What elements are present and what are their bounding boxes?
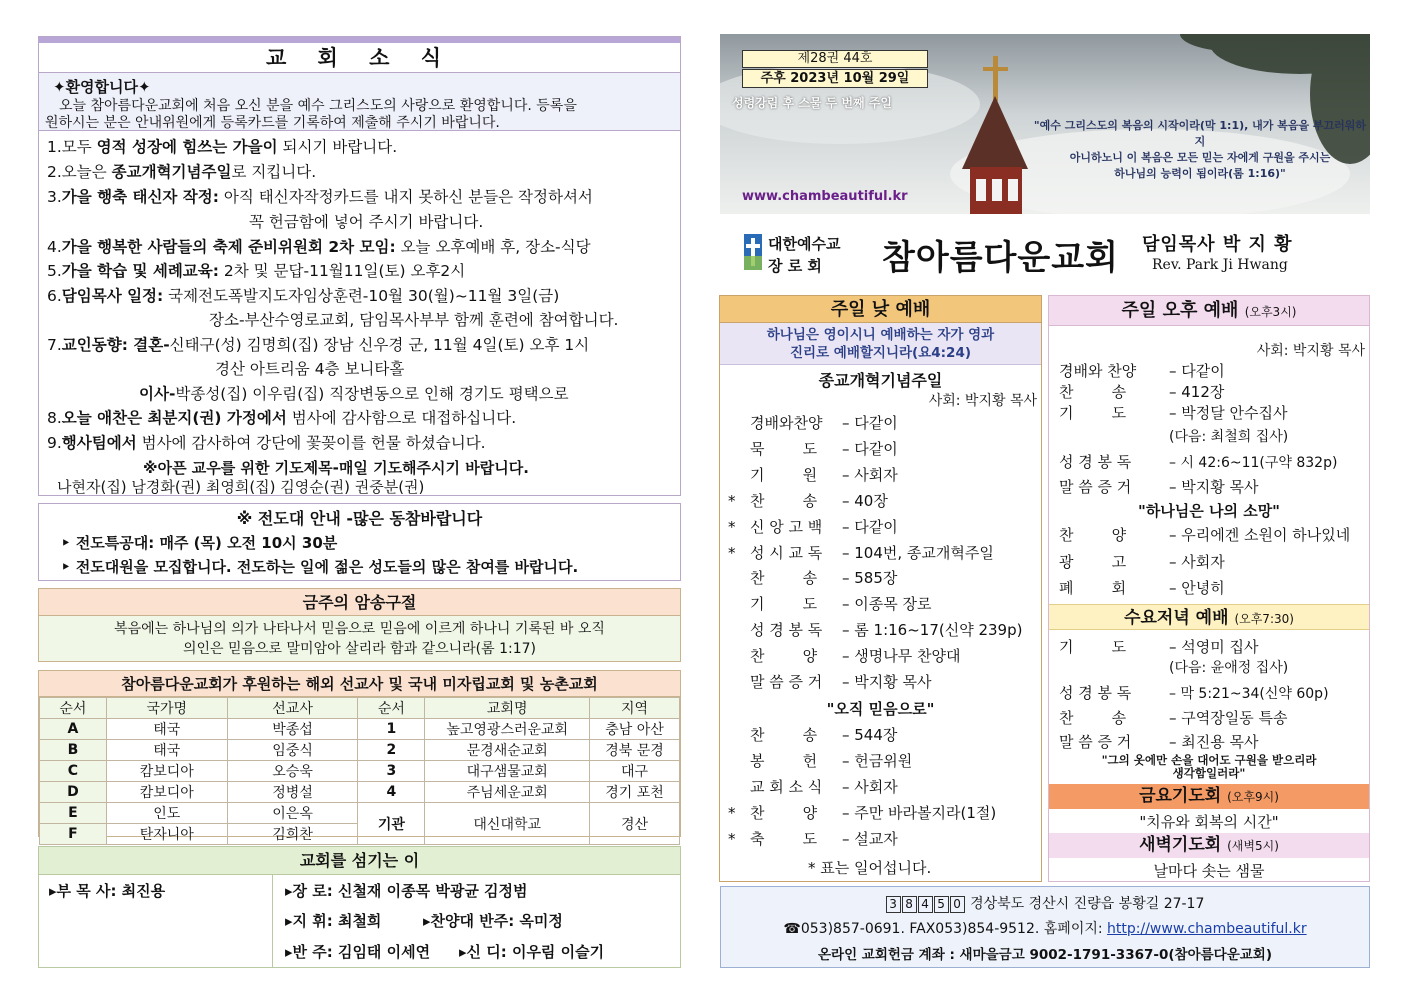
senior-pastor-kr: 담임목사 박 지 황 <box>1142 234 1293 255</box>
worship-order-item <box>728 464 898 485</box>
order-label: 광 고 <box>1059 553 1127 571</box>
friday-prayer-title <box>1049 784 1369 809</box>
news-item-number: 8. <box>47 409 62 427</box>
news-item-number: 1.모두 <box>47 138 97 156</box>
table-row <box>40 719 680 740</box>
order-label: 찬 송 <box>750 491 818 510</box>
news-item-text: 박종성(집) 이우림(집) 직장변동으로 인해 경기도 평택으로 <box>175 385 569 403</box>
order-label: 묵 도 <box>750 439 818 458</box>
choir-accompanist: ▸찬양대 반주: 옥미정 <box>423 912 563 930</box>
order-value: – 석영미 집사 <box>1169 638 1259 656</box>
order-value: – 40장 <box>842 491 888 510</box>
order-value: – 104번, 종교개혁주일 <box>842 543 994 562</box>
worship-order-item <box>1059 577 1225 598</box>
welcome-text-2: 원하시는 분은 안내위원에게 등록카드를 기록하여 제출해 주시기 바랍니다. <box>45 115 500 131</box>
bulletin-date: 주후 2023년 10월 29일 <box>742 69 928 88</box>
foreign-mission-cell: 이은옥 <box>227 803 358 824</box>
section-title: 교 회 소 식 <box>39 43 680 73</box>
worship-order-item <box>728 412 898 433</box>
news-item-heading: 영적 성장에 힘쓰는 가을이 <box>96 138 278 156</box>
order-label: 성 시 교 독 <box>750 543 823 562</box>
order-value: – 주만 바라볼지라(1절) <box>842 803 997 822</box>
news-item-heading: 가을 학습 및 세례교육: <box>61 262 219 280</box>
banner-quote-line-2: 아니하노니 이 복음은 모든 믿는 자에게 구원을 주시는 <box>1069 151 1331 164</box>
foreign-mission-cell: 김희찬 <box>227 824 358 845</box>
order-label: 찬 양 <box>750 803 818 822</box>
column-header: 지역 <box>590 698 680 719</box>
stand-mark: * <box>728 491 736 510</box>
afternoon-sermon-title: "하나님은 나의 소망" <box>1138 502 1280 520</box>
memory-verse-body <box>39 616 680 661</box>
news-item-heading: 담임목사 일정: <box>61 287 164 305</box>
memory-verse-section <box>38 588 681 662</box>
order-label: 말 씀 증 거 <box>750 673 823 691</box>
cross-logo-icon <box>744 234 762 270</box>
worship-order-item <box>1059 551 1225 572</box>
prayer-names: 나현자(집) 남경화(권) 최영희(집) 김영순(권) 권중분(권) <box>57 478 425 496</box>
foreign-mission-cell: D <box>40 782 107 803</box>
order-value: – 우리에겐 소원이 하나있네 <box>1169 526 1351 544</box>
table-row <box>40 803 680 824</box>
welcome-title: ✦환영합니다✦ <box>53 78 151 96</box>
news-item-text: 신태구(성) 김명희(집) 장남 신우경 군, 11월 4일(토) 오후 1시 <box>169 336 590 354</box>
order-label: 찬 송 <box>750 569 818 588</box>
occasion-title: 종교개혁기념주일 <box>818 371 943 390</box>
volume-number: 제28권 44호 <box>742 50 928 68</box>
conductor: ▸지 휘: 최철희 <box>285 912 382 930</box>
stand-mark: * <box>728 543 736 562</box>
worship-order-item <box>728 490 888 511</box>
news-item <box>47 185 593 207</box>
foreign-mission-cell: 탄자니아 <box>106 824 227 845</box>
order-label: 성 경 봉 독 <box>1059 684 1132 702</box>
order-label: 찬 송 <box>1059 709 1127 727</box>
zip-digit: 5 <box>934 896 949 913</box>
worship-order-item <box>1059 682 1329 703</box>
news-item-number: 9. <box>47 434 62 452</box>
news-item <box>47 160 316 182</box>
pianists: ▸반 주: 김임태 이세연 <box>285 943 431 961</box>
worship-order-item <box>1059 707 1287 728</box>
servants-title: 교회를 섬기는 이 <box>39 847 680 875</box>
worship-order-item <box>1059 451 1337 472</box>
stand-mark: * <box>728 517 736 536</box>
elders: ▸장 로: 신철재 이종목 박광균 김정범 <box>285 882 528 900</box>
domestic-church-cell: 충남 아산 <box>590 719 680 740</box>
order-value: – 설교자 <box>842 829 898 848</box>
friday-subtitle: "치유와 회복의 시간" <box>1139 813 1279 831</box>
news-item-text: 국제전도폭발지도자임상훈련-10월 30(월)~11월 3일(금) <box>163 287 560 305</box>
foreign-mission-cell: 인도 <box>106 803 227 824</box>
order-value: – 다같이 <box>842 517 898 536</box>
dawn-prayer-title <box>1049 833 1369 858</box>
news-item-text: 꼭 헌금함에 넣어 주시기 바랍니다. <box>249 213 484 231</box>
news-item <box>139 382 569 404</box>
order-value: – 구역장일동 특송 <box>1169 709 1288 727</box>
news-item-heading: 종교개혁기념주일 <box>111 163 232 181</box>
evangelism-line-2 <box>61 556 578 577</box>
morning-verse-line-1: 하나님은 영이시니 예배하는 자가 영과 <box>766 327 995 343</box>
order-value: – 412장 <box>1169 383 1225 401</box>
column-header: 순서 <box>358 698 425 719</box>
worship-order-item <box>1059 360 1225 381</box>
news-item <box>47 235 591 257</box>
order-value: – 생명나무 찬양대 <box>842 647 961 666</box>
order-label: 말 씀 증 거 <box>1059 733 1132 751</box>
wednesday-note-line-2: 생각함일러라" <box>1172 766 1246 780</box>
news-item-text: 로 지킵니다. <box>231 163 317 181</box>
zip-digit: 4 <box>918 896 933 913</box>
table-row <box>40 761 680 782</box>
foreign-mission-cell: 박종섭 <box>227 719 358 740</box>
foreign-mission-cell: 태국 <box>106 719 227 740</box>
order-value: – 다같이 <box>1169 362 1225 380</box>
worship-order-item <box>728 671 932 692</box>
news-item-number: 5. <box>47 262 62 280</box>
morning-verse-line-2: 진리로 예배할지니라(요4:24) <box>789 345 972 361</box>
evangelism-section <box>38 503 681 581</box>
news-item-number: 3. <box>47 188 62 206</box>
worship-order-item <box>728 645 960 666</box>
dawn-time: (새벽5시) <box>1227 839 1279 853</box>
domestic-church-cell: 2 <box>358 740 425 761</box>
foreign-mission-cell: B <box>40 740 107 761</box>
order-label: 찬 양 <box>1059 526 1127 544</box>
welcome-text-1: 오늘 참아름다운교회에 처음 오신 분을 예수 그리스도의 사랑으로 환영합니다. 등록을 <box>59 98 577 114</box>
liturgical-season: 성령강림 후 스물 두 번째 주일 <box>732 96 892 110</box>
contact-line <box>721 918 1369 938</box>
zip-digit: 3 <box>886 896 901 913</box>
order-label: 기 도 <box>1059 638 1127 656</box>
dawn-title-text: 새벽기도회 <box>1139 835 1222 855</box>
order-value: – 막 5:21~34(신약 60p) <box>1169 686 1329 702</box>
divider <box>272 875 273 968</box>
wednesday-note <box>1049 754 1369 780</box>
order-value: – 이종목 장로 <box>842 595 932 614</box>
order-value: – 544장 <box>842 725 898 744</box>
domestic-church-cell: 경북 문경 <box>590 740 680 761</box>
news-item-text: 아직 태신자작정카드를 내지 못하신 분들은 작정하셔서 <box>218 188 593 206</box>
online-offering-account: 온라인 교회헌금 계좌 : 새마을금고 9002-1791-3367-0(참아름다운교회) <box>817 947 1273 963</box>
worship-order-item <box>728 567 897 588</box>
order-value: – 다같이 <box>842 414 898 432</box>
worship-order-item <box>1059 731 1259 752</box>
address: 경상북도 경산시 진량읍 봉황길 27-17 <box>970 896 1205 912</box>
order-value: (다음: 윤애정 집사) <box>1169 660 1289 676</box>
worship-order-item <box>728 802 996 823</box>
zip-code <box>886 896 966 912</box>
order-label: 성 경 봉 독 <box>750 621 823 640</box>
evangelism-line-1 <box>61 532 337 553</box>
church-name: 참아름다운교회 <box>882 238 1119 278</box>
phone-fax: ☎053)857-0691. FAX053)854-9512. 홈페이지: <box>783 921 1108 937</box>
foreign-mission-cell: 캄보디아 <box>106 761 227 782</box>
news-item <box>249 210 483 232</box>
order-label: 경배와 찬양 <box>1059 362 1137 380</box>
church-identity <box>720 226 1370 282</box>
news-item <box>47 333 589 355</box>
order-label: 찬 양 <box>750 647 818 666</box>
order-label: 성 경 봉 독 <box>1059 453 1132 471</box>
news-item-heading: 오늘 애찬은 최분지(권) 가정에서 <box>61 409 287 427</box>
afternoon-service-title <box>1049 296 1369 326</box>
column-header: 순서 <box>40 698 107 719</box>
dawn-subtitle: 날마다 솟는 샘물 <box>1153 862 1265 880</box>
news-item-heading: 행사팀에서 <box>61 434 137 452</box>
missions-table <box>39 697 680 845</box>
denomination-line-1: 대한예수교 <box>768 235 841 253</box>
domestic-church-cell: 문경새순교회 <box>425 740 590 761</box>
column-header: 국가명 <box>106 698 227 719</box>
column-header: 선교사 <box>227 698 358 719</box>
evangelism-text-1: 전도특공대: 매주 (목) 오전 10시 30분 <box>75 534 338 552</box>
news-item-text: 장소-부산수영로교회, 담임목사부부 함께 훈련에 참여합니다. <box>209 311 619 329</box>
news-item-text: 되시기 바랍니다. <box>277 138 398 156</box>
table-row <box>40 740 680 761</box>
news-item-text: 경산 아트리움 4층 보니타홀 <box>215 360 405 378</box>
domestic-church-cell: 높고영광스러운교회 <box>425 719 590 740</box>
missions-section <box>38 670 681 843</box>
domestic-church-cell: 주님세운교회 <box>425 782 590 803</box>
worship-order-item <box>1059 426 1288 446</box>
order-value: – 박지황 목사 <box>842 673 932 691</box>
worship-order-item <box>728 516 898 537</box>
domestic-church-cell: 대구 <box>590 761 680 782</box>
worship-order-item <box>728 828 898 849</box>
missions-title: 참아름다운교회가 후원하는 해외 선교사 및 국내 미자립교회 및 농촌교회 <box>39 671 680 697</box>
morning-presider: 사회: 박지황 목사 <box>928 393 1037 409</box>
news-item-text: 오늘 오후예배 후, 장소-식당 <box>395 238 591 256</box>
order-value: – 최진용 목사 <box>1169 733 1259 751</box>
worship-order-item <box>728 776 898 797</box>
order-value: (다음: 최철희 집사) <box>1169 429 1289 445</box>
order-label: 신 앙 고 백 <box>750 517 823 536</box>
table-header-row <box>40 698 680 719</box>
worship-order-item <box>1059 636 1259 657</box>
news-item-number: 2.오늘은 <box>47 163 112 181</box>
news-item <box>47 431 486 453</box>
news-item <box>47 284 559 306</box>
morning-sermon-title: "오직 믿음으로" <box>826 699 935 718</box>
senior-pastor-en: Rev. Park Ji Hwang <box>1152 257 1288 273</box>
banner-url[interactable]: www.chambeautiful.kr <box>742 189 908 204</box>
order-label: 기 원 <box>750 465 818 484</box>
news-item-number: 7. <box>47 336 62 354</box>
foreign-mission-cell: 임중식 <box>227 740 358 761</box>
prayer-title: ※아픈 교우를 위한 기도제목-매일 기도해주시기 바랍니다. <box>143 459 529 477</box>
domestic-church-cell: 4 <box>358 782 425 803</box>
zip-digit: 8 <box>902 896 917 913</box>
foreign-mission-cell: E <box>40 803 107 824</box>
order-label: 기 도 <box>750 595 818 614</box>
column-header: 교회명 <box>425 698 590 719</box>
order-value: – 사회자 <box>842 777 898 796</box>
worship-order-item <box>1059 476 1259 497</box>
worship-order-item <box>1059 381 1224 402</box>
afternoon-and-weekday-services <box>1048 295 1370 882</box>
foreign-mission-cell: A <box>40 719 107 740</box>
news-item <box>215 357 404 379</box>
order-label: 축 도 <box>750 829 818 848</box>
news-item <box>47 259 465 281</box>
worship-order-item <box>728 593 932 614</box>
evangelism-text-2: 전도대원을 모집합니다. 전도하는 일에 젊은 성도들의 많은 참여를 바랍니다. <box>75 558 579 576</box>
wednesday-note-line-1: "그의 옷에만 손을 대어도 구원을 받으리라 <box>1101 753 1317 767</box>
foreign-mission-cell: C <box>40 761 107 782</box>
worship-order-item <box>728 542 994 563</box>
address-line <box>721 893 1369 913</box>
domestic-church-cell: 대구샘물교회 <box>425 761 590 782</box>
stand-note: * 표는 일어섭니다. <box>808 859 932 877</box>
order-value: – 585장 <box>842 569 898 588</box>
news-item <box>209 308 618 330</box>
denomination-line-2: 장 로 회 <box>768 257 822 275</box>
order-value: – 헌금위원 <box>842 751 913 770</box>
news-item <box>47 406 516 428</box>
news-item-text: 범사에 감사함으로 대접하십니다. <box>286 409 517 427</box>
morning-verse <box>720 323 1041 365</box>
evangelism-title: ※ 전도대 안내 -많은 동참바랍니다 <box>236 509 483 528</box>
news-item-heading: 이사- <box>139 385 176 403</box>
news-item-text: 범사에 감사하여 강단에 꽃꽂이를 헌물 하셨습니다. <box>136 434 486 452</box>
wednesday-service-title <box>1049 604 1369 630</box>
bulletin-banner <box>720 34 1370 214</box>
domestic-church-cell: 기관 <box>358 803 425 845</box>
order-label: 말 씀 증 거 <box>1059 478 1132 496</box>
zip-digit: 0 <box>950 896 965 913</box>
stand-mark: * <box>728 803 736 822</box>
order-label: 기 도 <box>1059 404 1127 422</box>
worship-order-item <box>1059 524 1350 545</box>
friday-time: (오후9시) <box>1227 790 1279 804</box>
order-value: – 사회자 <box>1169 553 1225 571</box>
foreign-mission-cell: F <box>40 824 107 845</box>
order-value: – 롬 1:16~17(신약 239p) <box>842 621 1023 640</box>
order-value: – 사회자 <box>842 465 898 484</box>
order-label: 찬 송 <box>750 725 818 744</box>
order-label: 봉 헌 <box>750 751 818 770</box>
order-label: 경배와찬양 <box>750 414 823 432</box>
foreign-mission-cell: 캄보디아 <box>106 782 227 803</box>
news-item-number: 6. <box>47 287 62 305</box>
banner-quote-line-3: 하나님의 능력이 됨이라(롬 1:16)" <box>1114 167 1286 180</box>
afternoon-title-text: 주일 오후 예배 <box>1121 300 1239 321</box>
church-footer <box>720 886 1370 968</box>
news-item-heading: 가을 행축 태신자 작정: <box>61 188 219 206</box>
worship-order-item <box>1059 657 1288 677</box>
worship-order-item <box>728 750 912 771</box>
worship-order-item <box>728 724 897 745</box>
banner-quote-line-1: "예수 그리스도의 복음의 시작이라(막 1:1), 내가 복음을 부끄러워하지 <box>1033 119 1367 148</box>
domestic-church-cell: 3 <box>358 761 425 782</box>
worship-order-item <box>728 438 898 459</box>
sunday-morning-service <box>719 295 1042 882</box>
news-item-heading: 가을 행복한 사람들의 축제 준비위원회 2차 모임: <box>61 238 396 256</box>
afternoon-time: (오후3시) <box>1244 305 1297 319</box>
news-item <box>47 135 397 157</box>
memory-verse-line-1: 복음에는 하나님의 의가 나타나서 믿음으로 믿음에 이르게 하나니 기록된 바 오직 <box>114 621 605 637</box>
associate-pastor: ▸부 목 사: 최진용 <box>49 882 166 900</box>
synth-players: ▸신 디: 이우림 이슬기 <box>459 943 605 961</box>
order-label: 폐 회 <box>1059 579 1127 597</box>
wednesday-title-text: 수요저녁 예배 <box>1124 608 1229 628</box>
memory-verse-title: 금주의 암송구절 <box>39 589 680 616</box>
domestic-church-cell: 대신대학교 <box>425 803 590 845</box>
order-label: 찬 송 <box>1059 383 1127 401</box>
servants-section <box>38 846 681 968</box>
worship-order-item <box>1059 402 1287 423</box>
bullet-icon: ‣ <box>61 534 76 552</box>
bullet-icon: ‣ <box>61 558 76 576</box>
domestic-church-cell: 경산 <box>590 803 680 845</box>
banner-quote <box>1030 118 1370 182</box>
order-value: – 시 42:6~11(구약 832p) <box>1169 455 1338 471</box>
order-value: – 안녕히 <box>1169 579 1225 597</box>
news-item-text: 2차 및 문답-11월11일(토) 오후2시 <box>218 262 466 280</box>
wednesday-time: (오후7:30) <box>1234 612 1294 626</box>
foreign-mission-cell: 태국 <box>106 740 227 761</box>
foreign-mission-cell: 정병설 <box>227 782 358 803</box>
welcome-box <box>39 73 680 131</box>
domestic-church-cell: 1 <box>358 719 425 740</box>
order-value: – 박정달 안수집사 <box>1169 404 1288 422</box>
table-row <box>40 782 680 803</box>
stand-mark: * <box>728 829 736 848</box>
worship-order-item <box>728 619 1022 640</box>
order-label: 교 회 소 식 <box>750 777 823 796</box>
domestic-church-cell: 경기 포천 <box>590 782 680 803</box>
order-value: – 다같이 <box>842 439 898 458</box>
order-value: – 박지황 목사 <box>1169 478 1259 496</box>
morning-service-title: 주일 낮 예배 <box>720 296 1041 323</box>
foreign-mission-cell: 오승욱 <box>227 761 358 782</box>
afternoon-presider: 사회: 박지황 목사 <box>1256 343 1365 359</box>
friday-title-text: 금요기도회 <box>1139 786 1222 806</box>
memory-verse-line-2: 의인은 믿음으로 말미암아 살리라 함과 같으니라(롬 1:17) <box>182 641 537 657</box>
homepage-link[interactable]: http://www.chambeautiful.kr <box>1107 921 1307 937</box>
church-news-section <box>38 36 681 496</box>
news-item-number: 4. <box>47 238 62 256</box>
news-item-heading: 교인동향: 결혼- <box>61 336 170 354</box>
